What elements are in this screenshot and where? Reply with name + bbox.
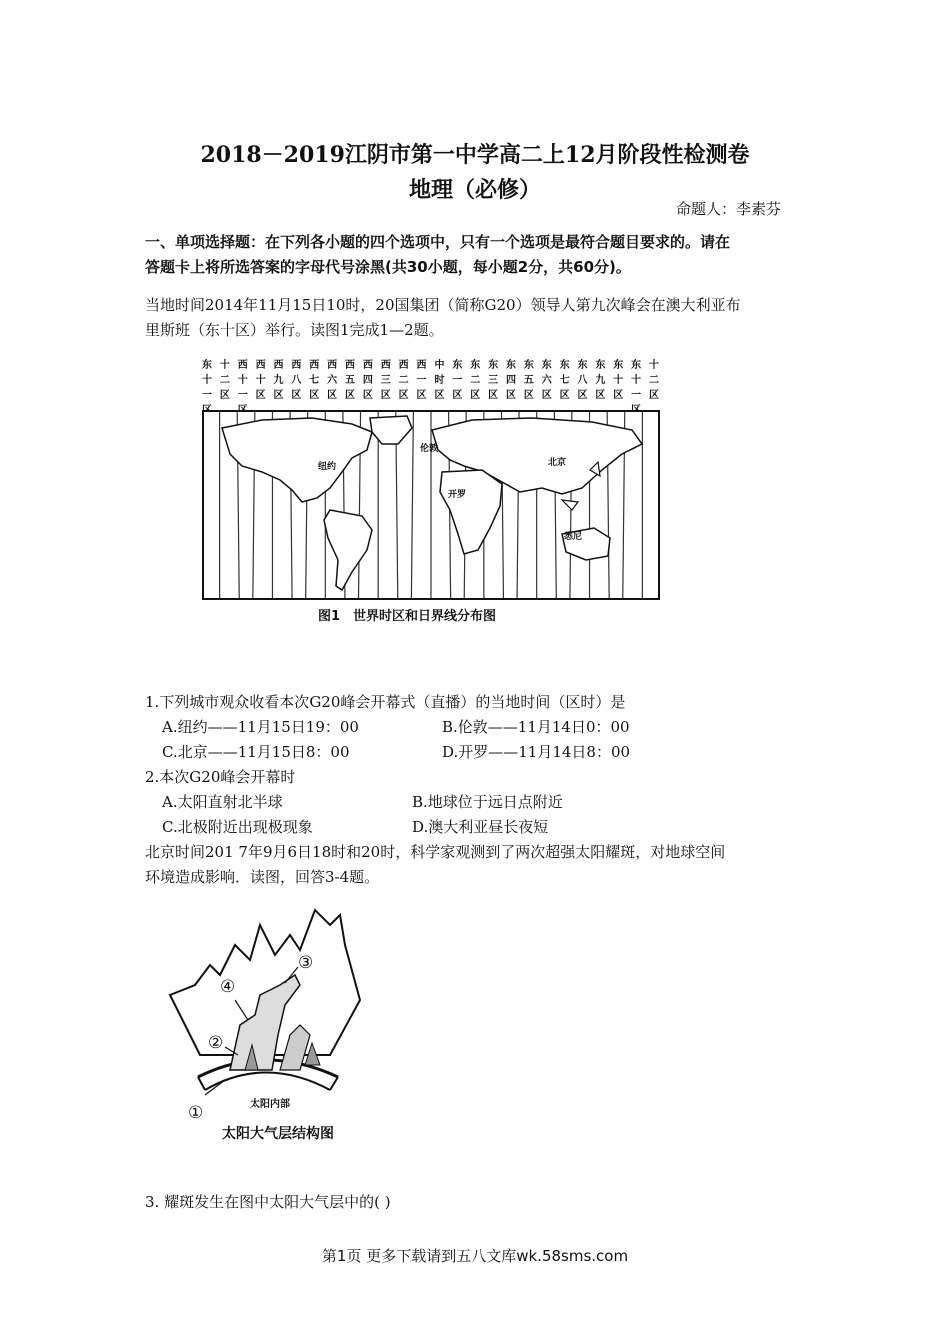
timezone-char: 区 — [613, 390, 624, 401]
timezone-char: 东 — [452, 360, 463, 371]
exam-subtitle: 地理（必修） — [408, 177, 541, 203]
timezone-char: 中 — [434, 360, 445, 371]
timezone-label — [377, 358, 395, 403]
timezone-label — [538, 358, 556, 403]
timezone-char: 四 — [505, 375, 516, 386]
sun-interior-label: 太阳内部 — [250, 1099, 290, 1110]
layer-label-1: ① — [188, 1103, 204, 1123]
city-label-sydney: 悉尼 — [564, 532, 583, 542]
timezone-label — [466, 358, 484, 403]
timezone-label — [359, 358, 377, 403]
timezone-label — [448, 358, 466, 403]
timezone-char: 七 — [559, 375, 570, 386]
timezone-char: 西 — [291, 360, 302, 371]
q2-option-d: D.澳大利亚昼长夜短 — [412, 818, 549, 836]
timezone-char: 东 — [577, 360, 588, 371]
timezone-char: 二 — [398, 375, 409, 386]
page-footer: 第1页 更多下载请到五八文库wk.58sms.com — [321, 1247, 629, 1265]
timezone-char: 区 — [434, 390, 445, 401]
timezone-label — [574, 358, 592, 403]
timezone-char: 西 — [345, 360, 355, 371]
timezone-char: 西 — [398, 360, 409, 371]
timezone-map-figure — [198, 358, 663, 603]
timezone-char: 区 — [291, 390, 302, 401]
layer-label-3: ③ — [298, 953, 314, 973]
timezone-label — [216, 358, 234, 403]
timezone-char: 七 — [309, 375, 320, 386]
timezone-char: 区 — [345, 390, 355, 401]
timezone-char: 十 — [613, 375, 624, 386]
timezone-char: 一 — [452, 375, 463, 386]
timezone-char: 二 — [219, 375, 230, 386]
timezone-char: 区 — [416, 390, 427, 401]
timezone-char: 一 — [237, 390, 248, 401]
timezone-label — [395, 358, 413, 403]
timezone-label — [431, 358, 449, 403]
timezone-label — [341, 358, 359, 403]
timezone-char: 东 — [613, 360, 624, 371]
q3-stem: 3. 耀斑发生在图中太阳大气层中的( ) — [145, 1193, 391, 1211]
timezone-char: 区 — [327, 390, 338, 401]
world-map — [202, 410, 660, 600]
timezone-char: 东 — [470, 360, 481, 371]
timezone-char: 西 — [309, 360, 320, 371]
timezone-label — [198, 358, 216, 418]
timezone-char: 一 — [416, 375, 427, 386]
exam-title: 2018－2019江阴市第一中学高二上12月阶段性检测卷 — [200, 142, 750, 168]
timezone-label — [627, 358, 645, 418]
timezone-char: 东 — [631, 360, 642, 371]
figure2-caption: 太阳大气层结构图 — [222, 1126, 334, 1142]
timezone-label — [270, 358, 288, 403]
intro2-line2: 环境造成影响．读图，回答3-4题。 — [145, 868, 380, 886]
timezone-char: 区 — [577, 390, 588, 401]
timezone-char: 东 — [559, 360, 570, 371]
timezone-label — [520, 358, 538, 403]
timezone-char: 区 — [452, 390, 463, 401]
layer-label-4: ④ — [220, 977, 236, 997]
city-label-london: 伦敦 — [420, 444, 439, 454]
timezone-char: 区 — [541, 390, 552, 401]
timezone-header — [198, 358, 663, 408]
timezone-label — [484, 358, 502, 403]
timezone-char: 二 — [470, 375, 481, 386]
city-label-cairo: 开罗 — [448, 490, 467, 500]
solar-atmosphere-diagram — [160, 905, 370, 1115]
q1-option-b: B.伦敦——11月14日0：00 — [442, 718, 630, 736]
timezone-char: 六 — [541, 375, 552, 386]
timezone-char: 西 — [416, 360, 427, 371]
timezone-char: 区 — [523, 390, 534, 401]
city-label-beijing: 北京 — [548, 458, 567, 468]
timezone-char: 区 — [488, 390, 499, 401]
timezone-char: 五 — [523, 375, 534, 386]
timezone-char: 区 — [362, 390, 373, 401]
timezone-label — [413, 358, 431, 403]
timezone-label — [645, 358, 663, 403]
timezone-char: 九 — [273, 375, 284, 386]
timezone-char: 十 — [255, 375, 266, 386]
timezone-char: 六 — [327, 375, 338, 386]
timezone-char: 东 — [488, 360, 499, 371]
timezone-char: 区 — [219, 390, 230, 401]
timezone-char: 三 — [488, 375, 499, 386]
timezone-label — [556, 358, 574, 403]
section-instruction-line2: 答题卡上将所选答案的字母代号涂黑(共30小题，每小题2分，共60分)。 — [145, 258, 631, 276]
q2-stem: 2.本次G20峰会开幕时 — [145, 768, 296, 786]
timezone-char: 区 — [309, 390, 320, 401]
q1-option-c: C.北京——11月15日8：00 — [162, 743, 350, 761]
timezone-char: 西 — [273, 360, 284, 371]
timezone-char: 西 — [255, 360, 266, 371]
timezone-char: 时 — [434, 375, 445, 386]
timezone-char: 区 — [470, 390, 481, 401]
author-line: 命题人：李素芬 — [676, 200, 782, 218]
timezone-char: 东 — [541, 360, 552, 371]
timezone-label — [502, 358, 520, 403]
timezone-char: 区 — [273, 390, 284, 401]
timezone-char: 区 — [595, 390, 606, 401]
timezone-char: 四 — [362, 375, 373, 386]
city-label-newyork: 纽约 — [318, 462, 337, 472]
timezone-char: 三 — [380, 375, 391, 386]
timezone-char: 东 — [523, 360, 534, 371]
timezone-char: 九 — [595, 375, 606, 386]
timezone-char: 西 — [327, 360, 338, 371]
timezone-char: 五 — [345, 375, 355, 386]
q1-option-a: A.纽约——11月15日19：00 — [162, 718, 359, 736]
section-instruction-line1: 一、单项选择题：在下列各小题的四个选项中，只有一个选项是最符合题目要求的。请在 — [145, 233, 731, 251]
timezone-char: 二 — [649, 375, 660, 386]
intro1-line2: 里斯班（东十区）举行。读图1完成1—2题。 — [145, 321, 444, 339]
timezone-label — [305, 358, 323, 403]
timezone-char: 区 — [559, 390, 570, 401]
timezone-char: 东 — [505, 360, 516, 371]
timezone-char: 区 — [255, 390, 266, 401]
timezone-char: 东 — [201, 360, 212, 371]
timezone-label — [252, 358, 270, 403]
timezone-char: 西 — [362, 360, 373, 371]
timezone-label — [591, 358, 609, 403]
timezone-char: 十 — [219, 360, 230, 371]
timezone-char: 十 — [237, 375, 248, 386]
timezone-char: 区 — [398, 390, 409, 401]
timezone-char: 西 — [380, 360, 391, 371]
timezone-char: 八 — [577, 375, 588, 386]
layer-label-2: ② — [208, 1033, 224, 1053]
intro1-line1: 当地时间2014年11月15日10时，20国集团（简称G20）领导人第九次峰会在澳大利亚布 — [145, 296, 741, 314]
timezone-label — [323, 358, 341, 403]
q2-option-c: C.北极附近出现极现象 — [162, 818, 313, 836]
timezone-char: 八 — [291, 375, 302, 386]
solar-atmosphere-figure — [160, 905, 370, 1145]
timezone-char: 西 — [237, 360, 248, 371]
timezone-char: 一 — [631, 390, 642, 401]
timezone-label — [609, 358, 627, 403]
timezone-label — [234, 358, 252, 418]
q1-option-d: D.开罗——11月14日8：00 — [442, 743, 631, 761]
timezone-char: 十 — [649, 360, 660, 371]
intro2-line1: 北京时间201 7年9月6日18时和20时，科学家观测到了两次超强太阳耀斑，对地球空间 — [145, 843, 726, 861]
timezone-label — [287, 358, 305, 403]
q2-option-a: A.太阳直射北半球 — [162, 793, 283, 811]
q1-stem: 1.下列城市观众收看本次G20峰会开幕式（直播）的当地时间（区时）是 — [145, 693, 626, 711]
timezone-char: 东 — [595, 360, 606, 371]
timezone-char: 一 — [201, 390, 212, 401]
figure1-caption: 图1 世界时区和日界线分布图 — [318, 609, 497, 624]
timezone-char: 区 — [649, 390, 660, 401]
timezone-char: 区 — [380, 390, 391, 401]
timezone-char: 十 — [631, 375, 642, 386]
q2-option-b: B.地球位于远日点附近 — [412, 793, 563, 811]
timezone-char: 十 — [201, 375, 212, 386]
timezone-char: 区 — [505, 390, 516, 401]
